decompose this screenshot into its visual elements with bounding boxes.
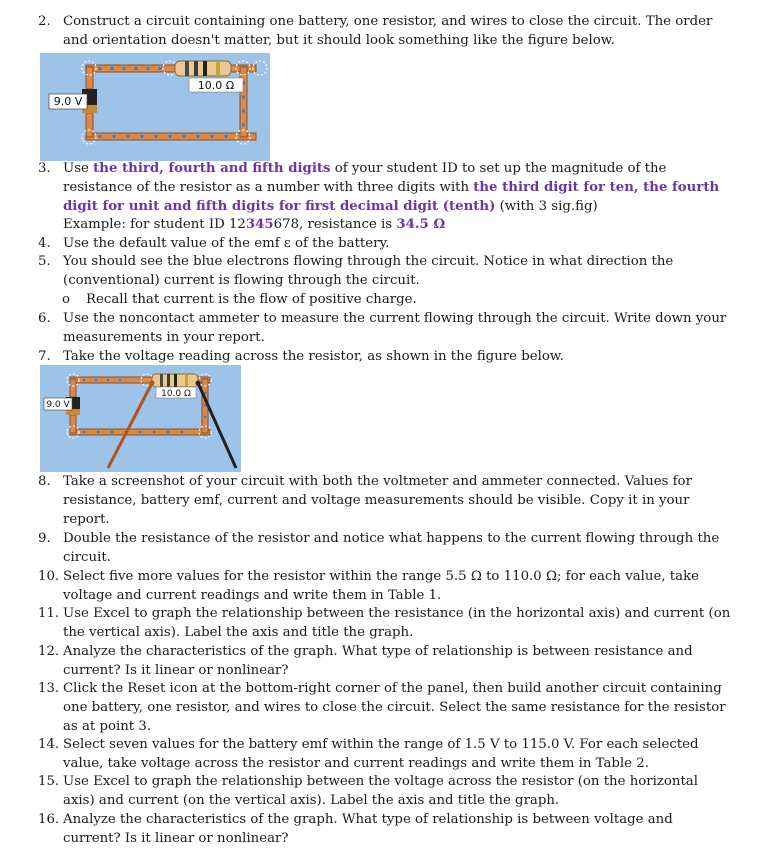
circuit-diagram-1 — [40, 53, 270, 161]
item-number: 2. — [38, 14, 51, 29]
highlight-text: the third, fourth and fifth digits — [93, 161, 331, 176]
item-text: You should see the blue electrons flowing through the circuit. Notice in what direction the (conventional) current is flowing through the circuit. — [63, 254, 674, 288]
circuit-diagram-2 — [40, 365, 241, 472]
item-text: Take the voltage reading across the resistor, as shown in the figure below. — [63, 349, 564, 364]
item-number: 13. — [38, 681, 60, 696]
item-number: 11. — [38, 606, 60, 621]
item-text: Use the third, fourth and fifth digits of your student ID to set up the magnitude of the resistance of the resistor as a number with three digits with the third digit for ten, the fourth digit for unit and fifth digits for first decimal digit (tenth) (with 3 sig.fig) Example: for student ID 12345678, resistance is 34.5 Ω — [63, 161, 720, 233]
item-text: Use the default value of the emf ε of the battery. — [63, 236, 390, 251]
resistor-value-label: 10.0 Ω — [197, 79, 235, 92]
item-text: Analyze the characteristics of the graph. What type of relationship is between resistance and current? Is it linear or nonlinear? — [63, 644, 693, 678]
wire-left-bottom — [86, 113, 93, 137]
item-number: 14. — [38, 737, 60, 752]
item-text: Use Excel to graph the relationship between the resistance (in the horizontal axis) and current (on the vertical axis). Label the axis and title the graph. — [63, 606, 731, 640]
item-number: 15. — [38, 774, 60, 789]
item-text: Click the Reset icon at the bottom-right corner of the panel, then build another circuit containing one battery, one resistor, and wires to close the circuit. Select the same resistance for the resistor as at point 3. — [63, 681, 726, 734]
item-text: Select seven values for the battery emf within the range of 1.5 V to 115.0 V. For each selected value, take voltage across the resistor and current readings and write them in Table 2. — [63, 737, 699, 771]
item-number: 6. — [38, 311, 51, 326]
item-number: 4. — [38, 236, 51, 251]
item-text: Take a screenshot of your circuit with both the voltmeter and ammeter connected. Values for resistance, battery emf, current and voltage measurements should be visible. Copy it in your report. — [63, 474, 692, 527]
item-text: Double the resistance of the resistor and notice what happens to the current flowing through the circuit. — [63, 531, 720, 565]
item-text: Select five more values for the resistor within the range 5.5 Ω to 110.0 Ω; for each value, take voltage and current readings and write them in Table 1. — [63, 569, 699, 603]
item-number: 10. — [38, 569, 60, 584]
highlight-text: 34.5 Ω — [396, 217, 446, 233]
circuit-figure-2 — [40, 365, 241, 472]
wire-left-top — [86, 67, 93, 89]
wire-left-bottom — [70, 415, 76, 433]
item-text: Use Excel to graph the relationship between the voltage across the resistor (on the horizontal axis) and current (on the vertical axis). Label the axis and title the graph. — [63, 774, 698, 808]
highlight-text: 345 — [245, 217, 274, 233]
item-number: 7. — [38, 349, 51, 364]
circuit-figure-1 — [40, 53, 270, 161]
item-text: Construct a circuit containing one battery, one resistor, and wires to close the circuit. The order and orientation doesn't matter, but it should look something like the figure below. — [63, 14, 713, 48]
item-number: 8. — [38, 474, 51, 489]
item-text: Analyze the characteristics of the graph. What type of relationship is between voltage and current? Is it linear or nonlinear? — [63, 812, 673, 846]
item-text: Use the noncontact ammeter to measure the current flowing through the circuit. Write down your measurements in your report. — [63, 311, 727, 345]
battery-voltage-label: 9.0 V — [46, 400, 70, 410]
bullet-text: Recall that current is the flow of positive charge. — [86, 292, 417, 307]
sub-bullet — [62, 291, 722, 310]
bullet-marker: o — [62, 292, 71, 307]
battery-voltage-label: 9.0 V — [53, 95, 83, 108]
item-number: 16. — [38, 812, 60, 827]
resistor-value-label: 10.0 Ω — [161, 389, 191, 399]
item-number: 9. — [38, 531, 51, 546]
item-number: 12. — [38, 644, 60, 659]
wire-left-top — [70, 379, 76, 397]
highlight-text: the third digit for ten, the fourth digit for unit and fifth digits for first decimal digit (tenth) — [63, 179, 720, 214]
probe-red — [108, 383, 152, 468]
item-number: 3. — [38, 161, 51, 176]
item-number: 5. — [38, 254, 51, 269]
